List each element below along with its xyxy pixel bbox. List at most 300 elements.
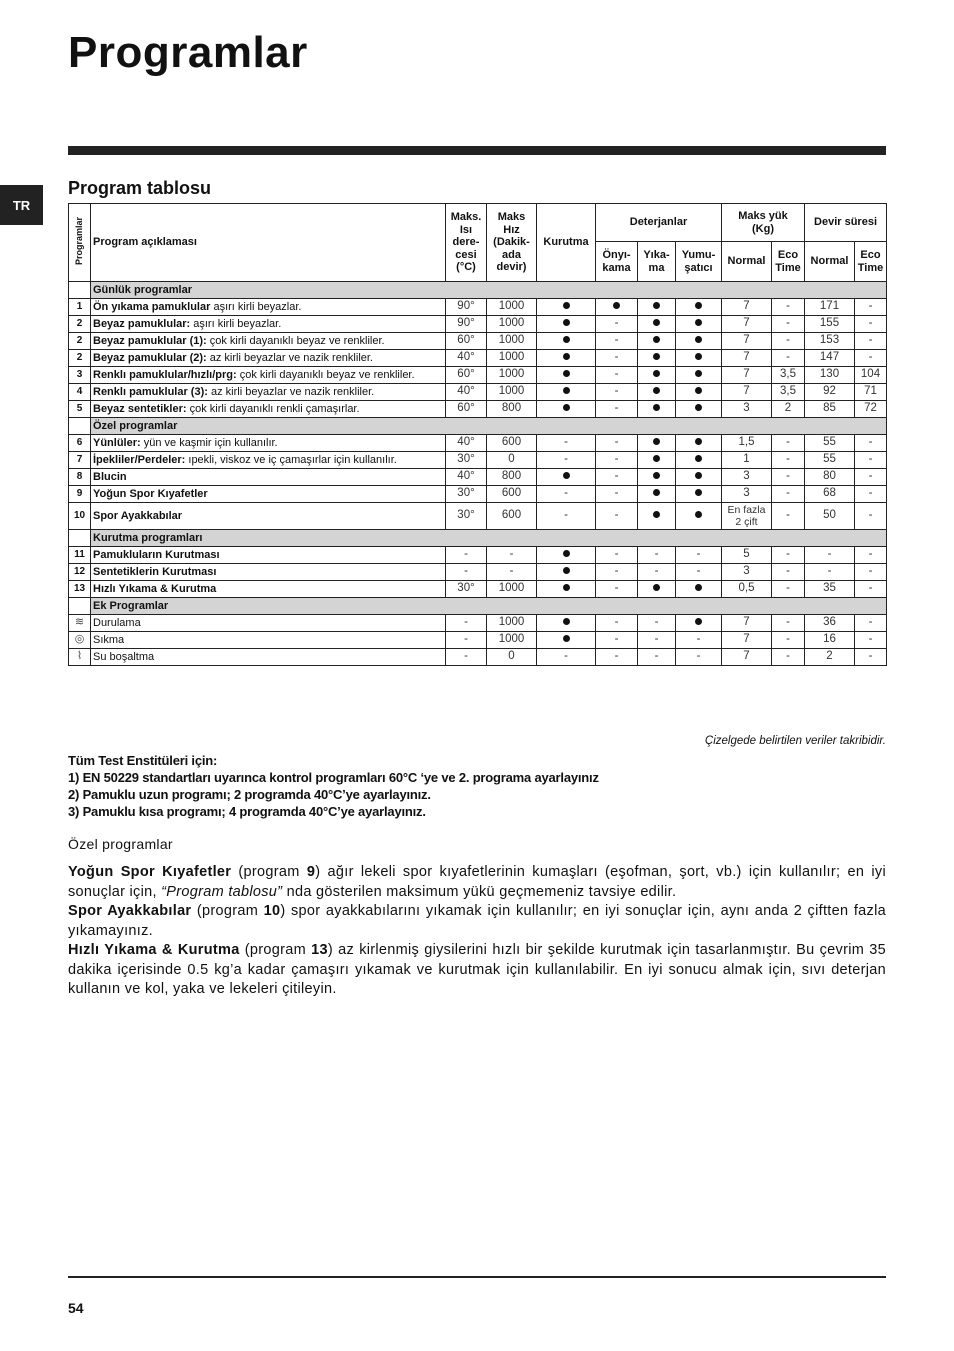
cell-soft (676, 316, 722, 333)
table-row (69, 401, 887, 418)
header-cycle-time: Devir süresi (805, 204, 887, 242)
cell-wash (638, 367, 676, 384)
program-detail: yün ve kaşmir için kullanılır. (140, 436, 278, 449)
cell-temp: - (446, 564, 487, 581)
p1-num: 9 (306, 864, 316, 880)
cell-wash (638, 435, 676, 452)
cell-dry (537, 469, 596, 486)
cell-pre: - (596, 503, 638, 530)
cell-time_e: - (855, 452, 887, 469)
cell-soft (676, 581, 722, 598)
cell-dry: - (537, 503, 596, 530)
cell-load_e: - (772, 503, 805, 530)
cell-load_n: 7 (722, 350, 772, 367)
cell-speed: 1000 (487, 367, 537, 384)
spin-icon-glyph: ◎ (74, 633, 85, 646)
header-drying: Kurutma (537, 204, 596, 282)
cell-soft (676, 486, 722, 503)
p3-a: (program (239, 942, 312, 958)
special-programs-heading: Özel programlar (68, 836, 173, 852)
tests-heading: Tüm Test Enstitüleri için: (68, 753, 218, 768)
cell-pre: - (596, 367, 638, 384)
p1-bold: Yoğun Spor Kıyafetler (68, 864, 232, 880)
cell-temp: 30° (446, 581, 487, 598)
table-row (69, 367, 887, 384)
bullet-icon (695, 584, 702, 591)
table-row (69, 632, 887, 649)
bullet-icon (653, 438, 660, 445)
bullet-icon (695, 511, 702, 518)
p3-num: 13 (311, 942, 328, 958)
program-number: 2 (69, 350, 91, 367)
cell-pre: - (596, 452, 638, 469)
cell-time_n: 153 (805, 333, 855, 350)
bullet-icon (695, 404, 702, 411)
program-name: Pamukluların Kurutması (93, 548, 220, 561)
p3-b: ) az kirlenmiş giysilerini hızlı bir şekilde kurutmak için tasarlanmıştır. Bu çevrim 35 dakika içerisinde 0.5 kg’a kadar çamaşırı yıkamak ve kurutmak için kullanılabilir. En iyi sonucu almak için, sıvı deterjan kullanın ve kol, yaka ve lekeleri çitileyin. (68, 942, 886, 997)
cell-temp: 40° (446, 469, 487, 486)
program-description (91, 486, 446, 503)
cell-speed: 1000 (487, 333, 537, 350)
cell-load_e: - (772, 564, 805, 581)
cell-soft (676, 452, 722, 469)
bullet-icon (563, 387, 570, 394)
p2-bold: Spor Ayakkabılar (68, 903, 192, 919)
cell-time_e: - (855, 581, 887, 598)
p1-a: (program (231, 864, 307, 880)
cell-pre: - (596, 435, 638, 452)
p2-num: 10 (263, 903, 281, 919)
cell-load_n: 7 (722, 649, 772, 666)
program-name: Renklı pamuklular (3): (93, 385, 208, 398)
program-number: 12 (69, 564, 91, 581)
cell-speed: 0 (487, 452, 537, 469)
drain-icon-glyph: ⌇ (76, 650, 83, 663)
cell-pre: - (596, 649, 638, 666)
cell-wash (638, 469, 676, 486)
bullet-icon (613, 302, 620, 309)
program-description (91, 384, 446, 401)
table-row (69, 581, 887, 598)
cell-temp: 30° (446, 452, 487, 469)
program-number: 2 (69, 316, 91, 333)
table-row (69, 316, 887, 333)
program-description (91, 299, 446, 316)
program-detail: çok kirli dayanıklı beyaz ve renkliler. (206, 334, 385, 347)
cell-wash: - (638, 615, 676, 632)
program-number: 5 (69, 401, 91, 418)
program-name: Beyaz pamuklular (2): (93, 351, 207, 364)
cell-wash (638, 316, 676, 333)
header-max-speed: Maks Hız (Dakik- ada devir) (487, 204, 537, 282)
cell-pre: - (596, 581, 638, 598)
tests-line-2: 2) Pamuklu uzun programı; 2 programda 40°C’ye ayarlayınız. (68, 787, 431, 802)
cell-dry (537, 581, 596, 598)
cell-wash: - (638, 564, 676, 581)
bullet-icon (563, 584, 570, 591)
program-detail: Sıkma (93, 633, 125, 646)
bullet-icon (653, 511, 660, 518)
bullet-icon (653, 370, 660, 377)
cell-load_e: - (772, 350, 805, 367)
program-detail: aşırı kirli beyazlar. (210, 300, 302, 313)
cell-pre: - (596, 564, 638, 581)
cell-wash: - (638, 649, 676, 666)
cell-pre: - (596, 384, 638, 401)
cell-load_n: 7 (722, 367, 772, 384)
program-name: Beyaz pamuklular (1): (93, 334, 207, 347)
table-row (69, 547, 887, 564)
cell-speed: 600 (487, 435, 537, 452)
cell-soft (676, 435, 722, 452)
cell-time_e: 104 (855, 367, 887, 384)
cell-dry (537, 401, 596, 418)
header-max-temp: Maks. Isı dere- cesi (°C) (446, 204, 487, 282)
rinse-icon-glyph: ≋ (74, 616, 85, 629)
table-row (69, 435, 887, 452)
cell-load_n: 5 (722, 547, 772, 564)
bullet-icon (563, 404, 570, 411)
cell-time_e: - (855, 333, 887, 350)
group-blank-cell (69, 418, 91, 435)
program-number: 10 (69, 503, 91, 530)
cell-time_n: 147 (805, 350, 855, 367)
bullet-icon (653, 584, 660, 591)
bullet-icon (695, 472, 702, 479)
p2-b: ) spor ayakkabılarını yıkamak için kullanılır; en iyi sonuçlar için, aynı anda 2 çiftten fazla yıkamayınız. (68, 903, 886, 939)
cell-pre: - (596, 615, 638, 632)
cell-pre: - (596, 469, 638, 486)
table-row (69, 486, 887, 503)
program-number: 4 (69, 384, 91, 401)
cell-time_e: - (855, 316, 887, 333)
bullet-icon (695, 387, 702, 394)
cell-load_n: 3 (722, 486, 772, 503)
p2-a: (program (191, 903, 264, 919)
program-description (91, 401, 446, 418)
cell-load_e: - (772, 299, 805, 316)
cell-pre: - (596, 316, 638, 333)
table-row (69, 452, 887, 469)
paragraph-sport-shoes (68, 902, 886, 941)
program-name: Blucin (93, 470, 127, 483)
cell-load_e: - (772, 469, 805, 486)
cell-soft: - (676, 632, 722, 649)
bullet-icon (695, 455, 702, 462)
header-max-load: Maks yük (Kg) (722, 204, 805, 242)
cell-load_e: - (772, 615, 805, 632)
cell-time_n: 92 (805, 384, 855, 401)
cell-speed: 1000 (487, 299, 537, 316)
program-description (91, 333, 446, 350)
cell-speed: 1000 (487, 350, 537, 367)
cell-soft: - (676, 547, 722, 564)
cell-temp: 90° (446, 316, 487, 333)
cell-speed: 800 (487, 469, 537, 486)
bullet-icon (695, 336, 702, 343)
bullet-icon (695, 353, 702, 360)
test-institutes (68, 752, 599, 820)
cell-temp: - (446, 649, 487, 666)
cell-load_e: - (772, 486, 805, 503)
cell-load_e: - (772, 452, 805, 469)
cell-time_n: 80 (805, 469, 855, 486)
cell-load_e: - (772, 632, 805, 649)
cell-load_e: - (772, 581, 805, 598)
cell-wash (638, 350, 676, 367)
header-load-normal: Normal (722, 242, 772, 282)
table-row (69, 350, 887, 367)
cell-speed: 1000 (487, 384, 537, 401)
header-detergents: Deterjanlar (596, 204, 722, 242)
cell-soft (676, 350, 722, 367)
cell-pre: - (596, 350, 638, 367)
cell-temp: 30° (446, 486, 487, 503)
program-number: 8 (69, 469, 91, 486)
cell-load_n: 7 (722, 615, 772, 632)
cell-dry (537, 632, 596, 649)
cell-time_n: - (805, 547, 855, 564)
program-description (91, 547, 446, 564)
cell-soft (676, 367, 722, 384)
bullet-icon (563, 302, 570, 309)
program-description (91, 503, 446, 530)
program-description (91, 367, 446, 384)
group-title: Ek Programlar (91, 598, 887, 615)
bullet-icon (563, 319, 570, 326)
table-row (69, 469, 887, 486)
page-number: 54 (68, 1300, 84, 1316)
group-title: Günlük programlar (91, 282, 887, 299)
cell-soft: - (676, 564, 722, 581)
bullet-icon (653, 319, 660, 326)
cell-soft (676, 615, 722, 632)
bullet-icon (653, 489, 660, 496)
cell-soft (676, 299, 722, 316)
cell-time_n: 155 (805, 316, 855, 333)
program-name: Sentetiklerin Kurutması (93, 565, 217, 578)
cell-dry (537, 384, 596, 401)
cell-soft (676, 401, 722, 418)
cell-wash (638, 581, 676, 598)
group-title: Kurutma programları (91, 530, 887, 547)
program-description (91, 632, 446, 649)
cell-speed: 600 (487, 486, 537, 503)
bullet-icon (563, 635, 570, 642)
cell-load_n: 1 (722, 452, 772, 469)
bullet-icon (653, 404, 660, 411)
cell-dry (537, 350, 596, 367)
cell-pre: - (596, 401, 638, 418)
cell-time_n: 2 (805, 649, 855, 666)
cell-soft (676, 503, 722, 530)
program-name: Yünlüler: (93, 436, 141, 449)
header-programs: Programlar (69, 204, 91, 282)
group-blank-cell (69, 282, 91, 299)
cell-wash (638, 333, 676, 350)
footer-rule (68, 1276, 886, 1278)
cell-dry: - (537, 486, 596, 503)
drain-icon (69, 649, 91, 666)
cell-load_n: 7 (722, 299, 772, 316)
tests-line-1: 1) EN 50229 standartları uyarınca kontrol programları 60°C ‘ye ve 2. programa ayarlayınız (68, 770, 599, 785)
cell-time_e: - (855, 350, 887, 367)
cell-load_n: 3 (722, 564, 772, 581)
program-name: Beyaz sentetikler: (93, 402, 187, 415)
language-tab: TR (0, 185, 43, 225)
cell-time_e: - (855, 649, 887, 666)
bullet-icon (563, 567, 570, 574)
cell-wash: - (638, 547, 676, 564)
p1-italic: “Program tablosu” (161, 883, 283, 900)
cell-wash (638, 299, 676, 316)
header-load-eco: Eco Time (772, 242, 805, 282)
program-number: 9 (69, 486, 91, 503)
header-wash: Yıka- ma (638, 242, 676, 282)
cell-speed: 600 (487, 503, 537, 530)
cell-time_n: 85 (805, 401, 855, 418)
cell-load_n: 7 (722, 316, 772, 333)
program-detail: çok kirli dayanıklı renkli çamaşırlar. (186, 402, 360, 415)
bullet-icon (695, 370, 702, 377)
program-name: Renklı pamuklular/hızlı/prg: (93, 368, 237, 381)
header-time-eco: Eco Time (855, 242, 887, 282)
header-time-normal: Normal (805, 242, 855, 282)
cell-temp: 40° (446, 384, 487, 401)
cell-dry (537, 564, 596, 581)
cell-wash (638, 486, 676, 503)
group-row (69, 598, 887, 615)
program-number: 13 (69, 581, 91, 598)
program-number: 1 (69, 299, 91, 316)
program-detail: çok kirli dayanıklı beyaz ve renkliler. (236, 368, 415, 381)
program-number: 3 (69, 367, 91, 384)
table-row (69, 564, 887, 581)
table-row (69, 615, 887, 632)
bullet-icon (695, 438, 702, 445)
cell-temp: 60° (446, 333, 487, 350)
cell-temp: 90° (446, 299, 487, 316)
program-name: Hızlı Yıkama & Kurutma (93, 582, 217, 595)
cell-dry (537, 299, 596, 316)
bullet-icon (563, 336, 570, 343)
cell-time_n: 36 (805, 615, 855, 632)
program-name: Beyaz pamuklular: (93, 317, 191, 330)
bullet-icon (653, 455, 660, 462)
cell-dry (537, 547, 596, 564)
cell-temp: 60° (446, 367, 487, 384)
cell-temp: - (446, 632, 487, 649)
bullet-icon (653, 302, 660, 309)
cell-dry (537, 615, 596, 632)
cell-dry (537, 333, 596, 350)
p1-b: ) ağır lekeli spor kıyafetlerinin kumaşları (eşofman, şort, vb.) için kullanılır; en iyi sonuçlar için, (68, 864, 887, 900)
cell-load_e: - (772, 649, 805, 666)
tests-line-3: 3) Pamuklu kısa programı; 4 programda 40°C’ye ayarlayınız. (68, 804, 426, 819)
spin-icon (69, 632, 91, 649)
cell-load_e: 2 (772, 401, 805, 418)
program-number: 11 (69, 547, 91, 564)
program-detail: az kirli beyazlar ve nazik renkliler. (207, 385, 375, 398)
p3-bold: Hızlı Yıkama & Kurutma (68, 942, 240, 958)
cell-wash (638, 503, 676, 530)
cell-speed: 1000 (487, 615, 537, 632)
bullet-icon (563, 370, 570, 377)
cell-load_e: 3,5 (772, 367, 805, 384)
cell-load_n: 0,5 (722, 581, 772, 598)
bullet-icon (563, 618, 570, 625)
cell-time_e: - (855, 632, 887, 649)
cell-pre: - (596, 333, 638, 350)
program-number: 7 (69, 452, 91, 469)
cell-load_e: - (772, 547, 805, 564)
cell-speed: 1000 (487, 632, 537, 649)
bullet-icon (653, 336, 660, 343)
cell-soft (676, 469, 722, 486)
bullet-icon (695, 489, 702, 496)
bullet-icon (695, 319, 702, 326)
cell-speed: 0 (487, 649, 537, 666)
program-description (91, 469, 446, 486)
cell-time_n: 55 (805, 435, 855, 452)
group-row (69, 418, 887, 435)
cell-time_n: 171 (805, 299, 855, 316)
program-detail: az kirli beyazlar ve nazik renkliler. (206, 351, 373, 364)
header-softener: Yumu- şatıcı (676, 242, 722, 282)
cell-wash (638, 384, 676, 401)
cell-time_n: 55 (805, 452, 855, 469)
program-description (91, 649, 446, 666)
cell-load_n: 3 (722, 401, 772, 418)
header-description: Program açıklaması (91, 204, 446, 282)
program-detail: ıpekli, viskoz ve iç çamaşırlar için kullanılır. (185, 453, 397, 466)
cell-time_e: - (855, 435, 887, 452)
cell-load_n: 7 (722, 384, 772, 401)
cell-soft (676, 384, 722, 401)
program-description (91, 316, 446, 333)
paragraph-quick-wash-dry (68, 941, 886, 1000)
bullet-icon (695, 618, 702, 625)
cell-wash (638, 401, 676, 418)
cell-speed: 1000 (487, 316, 537, 333)
table-row (69, 299, 887, 316)
cell-temp: 30° (446, 503, 487, 530)
cell-speed: - (487, 564, 537, 581)
cell-time_e: - (855, 486, 887, 503)
cell-temp: 40° (446, 435, 487, 452)
cell-time_e: 71 (855, 384, 887, 401)
cell-time_e: - (855, 615, 887, 632)
program-description (91, 615, 446, 632)
cell-temp: - (446, 615, 487, 632)
cell-load_n: 7 (722, 333, 772, 350)
cell-time_e: - (855, 547, 887, 564)
cell-load_e: - (772, 435, 805, 452)
bullet-icon (653, 387, 660, 394)
cell-load_e: - (772, 316, 805, 333)
bullet-icon (653, 472, 660, 479)
group-title: Özel programlar (91, 418, 887, 435)
table-row (69, 384, 887, 401)
cell-time_e: - (855, 503, 887, 530)
cell-dry: - (537, 452, 596, 469)
cell-speed: 800 (487, 401, 537, 418)
table-note: Çizelgede belirtilen veriler takribidir. (704, 735, 886, 747)
cell-dry (537, 316, 596, 333)
program-description (91, 452, 446, 469)
cell-speed: - (487, 547, 537, 564)
cell-time_n: 130 (805, 367, 855, 384)
